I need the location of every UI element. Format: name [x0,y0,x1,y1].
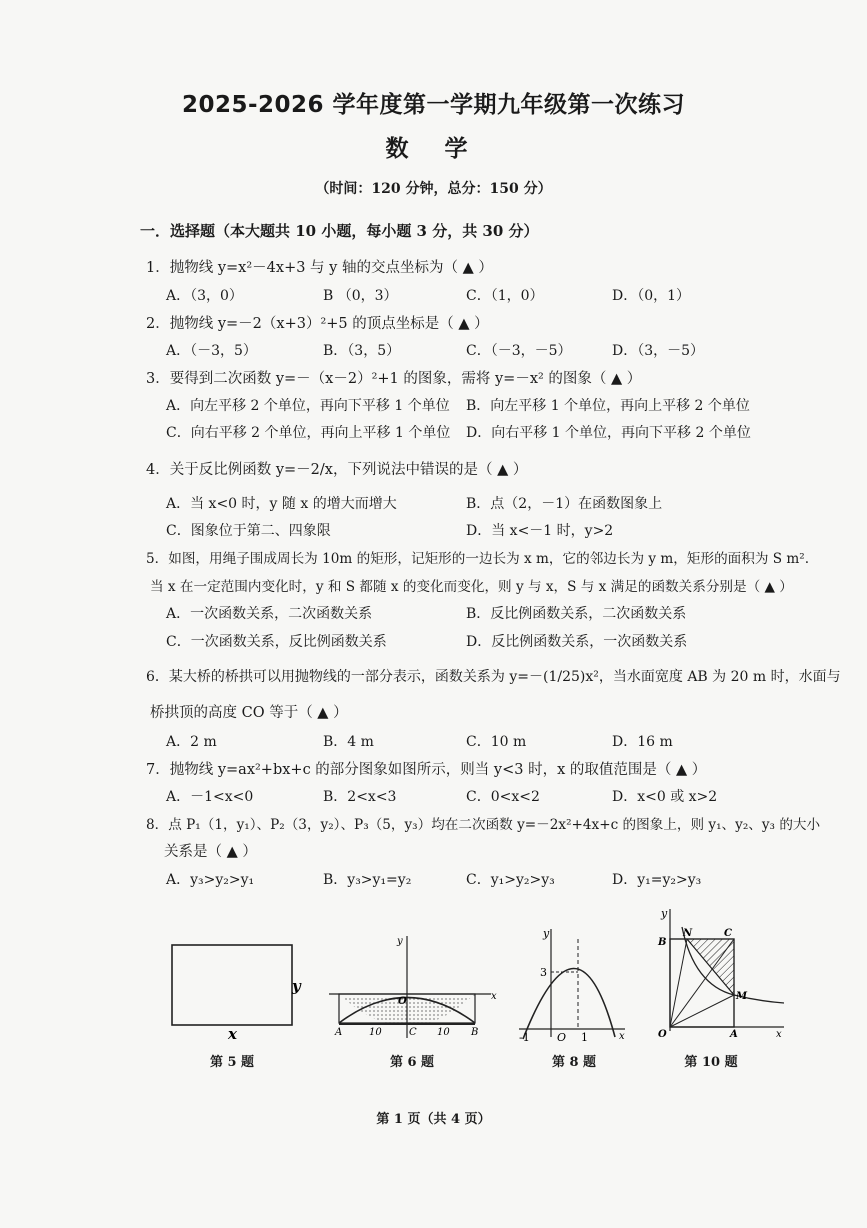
q5-option-c: C．一次函数关系，反比例函数关系 [166,634,387,650]
q4-option-d: D．当 x<－1 时，y>2 [466,523,614,539]
question-4-stem: 4．关于反比例函数 y=－2/x，下列说法中错误的是（ ▲ ） [146,462,528,478]
exam-meta: （时间：120 分钟，总分：150 分） [315,181,552,197]
point-a-label: A [730,1029,738,1040]
q4-option-b: B．点（2，－1）在函数图象上 [466,496,663,512]
x-axis-label: x [776,1029,782,1040]
q7-option-c: C．0<x<2 [466,789,540,805]
question-8-stem: 8．点 P₁（1，y₁）、P₂（3，y₂）、P₃（5，y₃）均在二次函数 y=－2x²+4x+c 的图象上，则 y₁、y₂、y₃ 的大小 [146,817,821,833]
page-footer: 第 1 页（共 4 页） [376,1112,491,1127]
q8-option-d: D．y₁=y₂>y₃ [612,872,702,888]
tick-neg-label: -1 [519,1031,530,1044]
subject-title: 数 学 [385,136,482,162]
q6-option-c: C．10 m [466,734,527,750]
figure-6-label: 第 6 题 [389,1055,435,1070]
figure-5-label: 第 5 题 [209,1055,255,1070]
q1-option-b: B （0，3） [323,288,398,304]
q3-option-a: A．向左平移 2 个单位，再向下平移 1 个单位 [166,398,450,414]
point-b-label: B [471,1027,479,1038]
q2-option-b: B．（3，5） [323,343,401,359]
q1-option-d: D．（0，1） [612,288,691,304]
y-axis-label: y [397,936,403,947]
question-5-stem: 5．如图，用绳子围成周长为 10m 的矩形，记矩形的一边长为 x m，它的邻边长为 y m，矩形的面积为 S m². [146,551,810,567]
q3-option-c: C．向右平移 2 个单位，再向上平移 1 个单位 [166,425,451,441]
rectangle-shape [172,945,292,1025]
question-1-stem: 1．抛物线 y=x²－4x+3 与 y 轴的交点坐标为（ ▲ ） [146,260,493,276]
q1-option-c: C．（1，0） [466,288,544,304]
side-x-label: x [228,1025,237,1043]
side-y-label: y [292,977,301,995]
point-n-label: N [683,928,693,939]
q8-option-b: B．y₃>y₁=y₂ [323,872,412,888]
right-length-label: 10 [437,1027,450,1038]
figure-6-bridge-arch [325,930,500,1045]
question-2-stem: 2．抛物线 y=－2（x+3）²+5 的顶点坐标是（ ▲ ） [146,316,489,332]
q2-option-c: C．（－3，－5） [466,343,572,359]
left-length-label: 10 [369,1027,382,1038]
q8-option-a: A．y₃>y₂>y₁ [166,872,255,888]
figure-8-label: 第 8 题 [551,1055,597,1070]
q5-option-a: A．一次函数关系，二次函数关系 [166,606,373,622]
point-c-label: C [409,1027,417,1038]
exam-title: 2025-2026 学年度第一学期九年级第一次练习 [181,92,686,118]
question-5-stem-cont: 当 x 在一定范围内变化时，y 和 S 都随 x 的变化而变化，则 y 与 x，S 与 x 满足的函数关系分别是（ ▲ ） [150,579,793,595]
point-c-label: C [724,928,732,939]
q2-option-a: A．（－3，5） [166,343,257,359]
tick-pos-label: 1 [581,1031,588,1044]
origin-label: O [398,996,407,1007]
q7-option-d: D．x<0 或 x>2 [612,789,718,805]
origin-label: O [557,1031,567,1044]
figure-10-label: 第 10 题 [684,1055,738,1070]
q6-option-d: D．16 m [612,734,673,750]
y-axis-label: y [661,907,668,920]
figure-10-inverse-function [650,905,790,1045]
question-3-stem: 3．要得到二次函数 y=－（x－2）²+1 的图象，需将 y=－x² 的图象（ ▲ ） [146,371,642,387]
x-axis-label: x [491,991,497,1002]
q5-option-b: B．反比例函数关系，二次函数关系 [466,606,687,622]
section-heading: 一．选择题（本大题共 10 小题，每小题 3 分，共 30 分） [140,222,539,240]
tick-y-label: 3 [540,966,547,979]
question-8-stem-cont: 关系是（ ▲ ） [164,844,257,860]
q2-option-d: D．（3，－5） [612,343,705,359]
point-a-label: A [335,1027,343,1038]
q7-option-b: B．2<x<3 [323,789,397,805]
q3-option-d: D．向右平移 1 个单位，再向下平移 2 个单位 [466,425,751,441]
q8-option-c: C．y₁>y₂>y₃ [466,872,555,888]
q1-option-a: A．（3，0） [166,288,243,304]
figure-5-rectangle [160,935,310,1045]
q6-option-b: B．4 m [323,734,374,750]
q5-option-d: D．反比例函数关系，一次函数关系 [466,634,688,650]
question-6-stem-cont: 桥拱顶的高度 CO 等于（ ▲ ） [150,705,348,721]
q4-option-c: C．图象位于第二、四象限 [166,523,331,539]
q6-option-a: A．2 m [166,734,217,750]
point-b-label: B [658,937,667,948]
question-7-stem: 7．抛物线 y=ax²+bx+c 的部分图象如图所示，则当 y<3 时，x 的取值范围是（ ▲ ） [146,762,707,778]
y-axis-label: y [543,927,550,940]
question-6-stem: 6．某大桥的桥拱可以用抛物线的一部分表示，函数关系为 y=－(1/25)x²，当水面宽度 AB 为 20 m 时，水面与 [146,669,841,685]
point-m-label: M [736,991,748,1002]
q3-option-b: B．向左平移 1 个单位，再向上平移 2 个单位 [466,398,750,414]
q7-option-a: A．－1<x<0 [166,789,254,805]
q4-option-a: A．当 x<0 时，y 随 x 的增大而增大 [166,496,397,512]
origin-label: O [658,1029,667,1040]
x-axis-label: x [619,1031,625,1042]
figure-8-parabola [515,925,630,1045]
